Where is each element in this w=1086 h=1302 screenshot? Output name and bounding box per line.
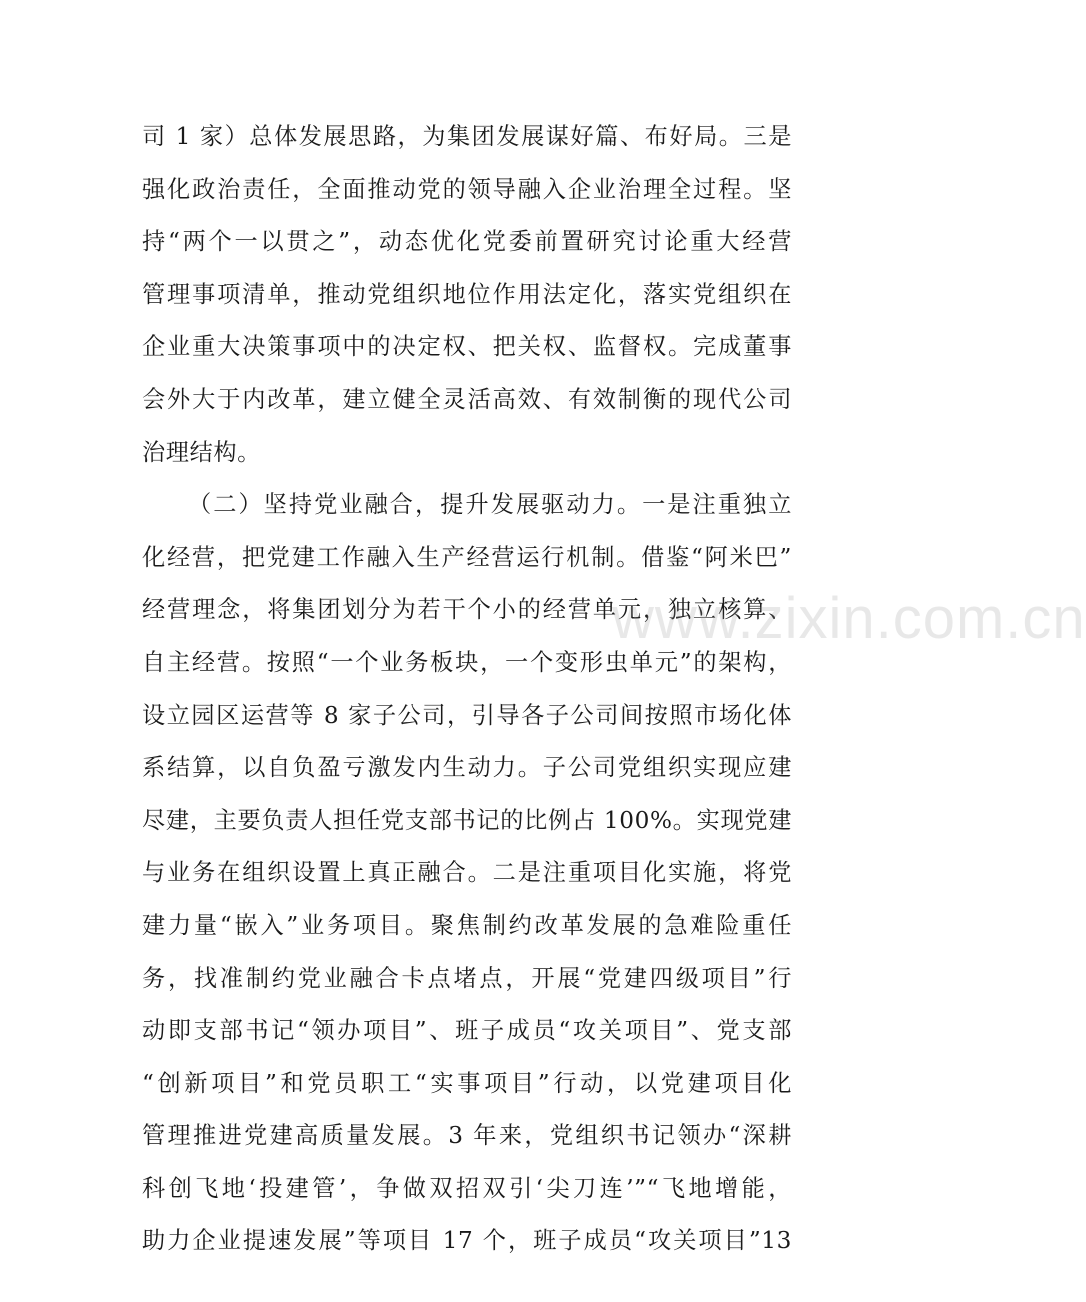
text-line: 自主经营。按照“一个业务板块，一个变形虫单元”的架构，	[142, 648, 792, 676]
text-line: 助力企业提速发展”等项目 17 个，班子成员“攻关项目”13	[142, 1227, 792, 1255]
text-line: 强化政治责任，全面推动党的领导融入企业治理全过程。坚	[142, 175, 792, 203]
body-text	[142, 111, 792, 1268]
text-line: 与业务在组织设置上真正融合。二是注重项目化实施，将党	[142, 859, 792, 887]
text-line: 治理结构。	[142, 438, 261, 466]
text-line: 动即支部书记“领办项目”、班子成员“攻关项目”、党支部	[142, 1017, 792, 1045]
watermark: www.zixin.com.cn	[612, 586, 1086, 651]
text-line: 管理事项清单，推动党组织地位作用法定化，落实党组织在	[142, 280, 792, 308]
text-line: 科创飞地‘投建管’，争做双招双引‘尖刀连’”“飞地增能，	[142, 1174, 792, 1202]
text-line: 司 1 家）总体发展思路，为集团发展谋好篇、布好局。三是	[142, 123, 792, 150]
text-line: 经营理念，将集团划分为若干个小的经营单元，独立核算、	[142, 596, 792, 624]
text-line: 尽建，主要负责人担任党支部书记的比例占 100%。实现党建	[142, 806, 792, 834]
text-line: 企业重大决策事项中的决定权、把关权、监督权。完成董事	[142, 333, 792, 361]
text-line: “创新项目”和党员职工“实事项目”行动，以党建项目化	[142, 1069, 792, 1097]
text-line: 务，找准制约党业融合卡点堵点，开展“党建四级项目”行	[142, 964, 792, 992]
text-line: 建力量“嵌入”业务项目。聚焦制约改革发展的急难险重任	[142, 911, 792, 939]
text-line: 会外大于内改革，建立健全灵活高效、有效制衡的现代公司	[142, 385, 792, 413]
section-heading-line: （二）坚持党业融合，提升发展驱动力。一是注重独立	[188, 491, 792, 519]
text-line: 持“两个一以贯之”，动态优化党委前置研究讨论重大经营	[142, 228, 792, 256]
text-line: 管理推进党建高质量发展。3 年来，党组织书记领办“深耕	[142, 1122, 792, 1150]
text-line: 设立园区运营等 8 家子公司，引导各子公司间按照市场化体	[142, 701, 792, 729]
text-line: 系结算，以自负盈亏激发内生动力。子公司党组织实现应建	[142, 754, 792, 782]
text-line: 化经营，把党建工作融入生产经营运行机制。借鉴“阿米巴”	[142, 543, 792, 571]
